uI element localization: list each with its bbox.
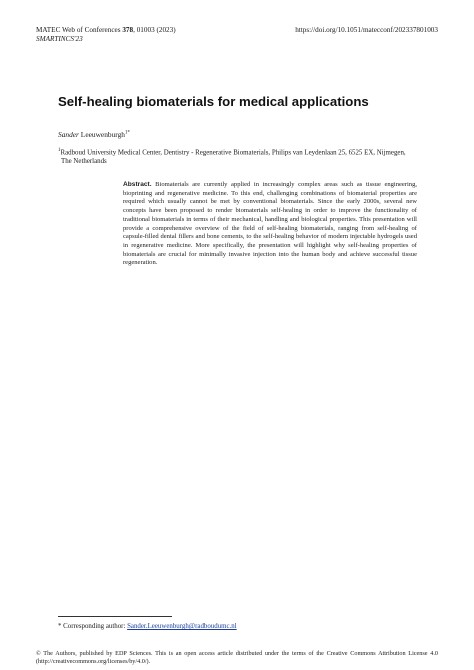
author-first-name: Sander bbox=[58, 130, 79, 139]
conference-name: SMARTINCS'23 bbox=[36, 35, 83, 43]
affiliation-mark: 1 bbox=[58, 148, 61, 153]
corresponding-author-note bbox=[58, 623, 237, 630]
footnote-label: * Corresponding author: bbox=[58, 623, 128, 630]
affiliation-line-2: The Netherlands bbox=[61, 158, 107, 166]
author-line bbox=[58, 130, 130, 139]
page-header bbox=[36, 26, 438, 44]
article-number: , 01003 (2023) bbox=[133, 26, 176, 34]
affiliation-line-1: Radboud University Medical Center, Dentistry - Regenerative Biomaterials, Philips van Leydenlaan 25, 6525 EX, Nijmegen, bbox=[60, 149, 406, 157]
license-notice: © The Authors, published by EDP Sciences. This is an open access article distributed under the terms of the Creative Commons Attribution License 4.0 (http://creativecommons.org/licenses/by/4.0/). bbox=[36, 650, 438, 665]
abstract bbox=[123, 181, 417, 268]
journal-volume: 378 bbox=[122, 26, 134, 34]
author-last-name: Leeuwenburgh bbox=[78, 130, 125, 139]
author-marks: 1* bbox=[125, 130, 130, 136]
affiliation bbox=[58, 146, 428, 166]
abstract-text: Biomaterials are currently applied in increasingly complex areas such as tissue engineering, bioprinting and regenerative medicine. To this end, challenging combinations of biomaterial properties are required which usually cannot be met by conventional biomaterials. Since the early 2000s, several new concepts have been proposed to render biomaterials self-healing in order to improve the functionality of traditional biomaterials in terms of their mechanical, handling and biological properties. This presentation will provide a comprehensive overview of the field of self-healing biomaterials, ranging from self-healing of capsule-filled dental fillers and bone cements, to the self-healing behavior of modern injectable hydrogels used in regenerative medicine. More specifically, the presentation will highlight why self-healing properties of biomaterials are crucial for minimally invasive injection into the human body and achieve successful tissue regeneration. bbox=[123, 181, 417, 267]
author-email-link[interactable]: Sander.Leeuwenburgh@radboudumc.nl bbox=[127, 623, 237, 630]
footnote-divider bbox=[58, 616, 172, 617]
paper-title: Self-healing biomaterials for medical applications bbox=[58, 94, 369, 109]
abstract-heading: Abstract. bbox=[123, 181, 152, 188]
journal-name: MATEC Web of Conferences bbox=[36, 26, 123, 34]
doi-link[interactable]: https://doi.org/10.1051/matecconf/202337801003 bbox=[295, 26, 438, 34]
